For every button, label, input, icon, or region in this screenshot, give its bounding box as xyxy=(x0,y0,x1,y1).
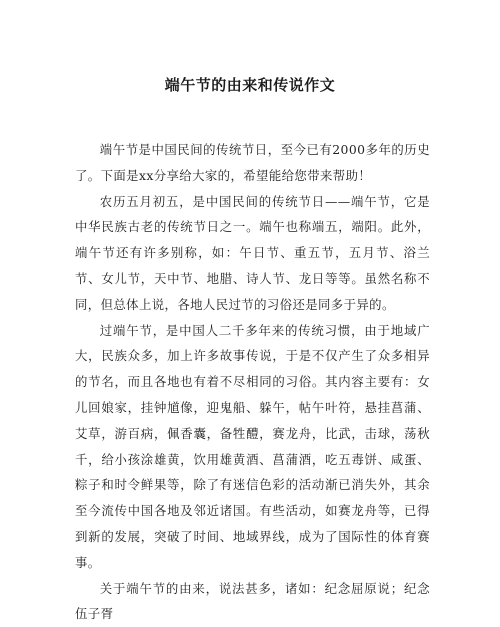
paragraph-names: 农历五月初五，是中国民间的传统节日——端午节，它是中华民族古老的传统节日之一。端午也称端五，端阳。此外，端午节还有许多别称，如：午日节、重五节，五月节、浴兰节、女儿节，天中节、地腊、诗人节、龙日等等。虽然名称不同，但总体上说，各地人民过节的习俗还是同多于异的。 xyxy=(75,193,430,312)
document-title: 端午节的由来和传说作文 xyxy=(164,76,336,94)
paragraph-intro: 端午节是中国民间的传统节日，至今已有2000多年的历史了。下面是xx分享给大家的，希望能给您带来帮助！ xyxy=(75,142,430,183)
document-body xyxy=(75,137,430,627)
paragraph-origin: 关于端午节的由来，说法甚多，诸如：纪念屈原说；纪念伍子胥 xyxy=(75,580,430,622)
paragraph-customs: 过端午节，是中国人二千多年来的传统习惯，由于地域广大，民族众多，加上许多故事传说，于是不仅产生了众多相异的节名，而且各地也有着不尽相同的习俗。其内容主要有：女儿回娘家，挂钟馗像，迎鬼船、躲午，帖午叶符，悬挂菖蒲、艾草，游百病，佩香囊，备牲醴，赛龙舟，比武，击球，荡秋千，给小孩涂雄黄，饮用雄黄酒、菖蒲酒，吃五毒饼、咸蛋、粽子和时令鲜果等，除了有迷信色彩的活动渐已消失外，其余至今流传中国各地及邻近诸国。有些活动，如赛龙舟等，已得到新的发展，突破了时间、地域界线，成为了国际性的体育赛事。 xyxy=(75,322,430,570)
